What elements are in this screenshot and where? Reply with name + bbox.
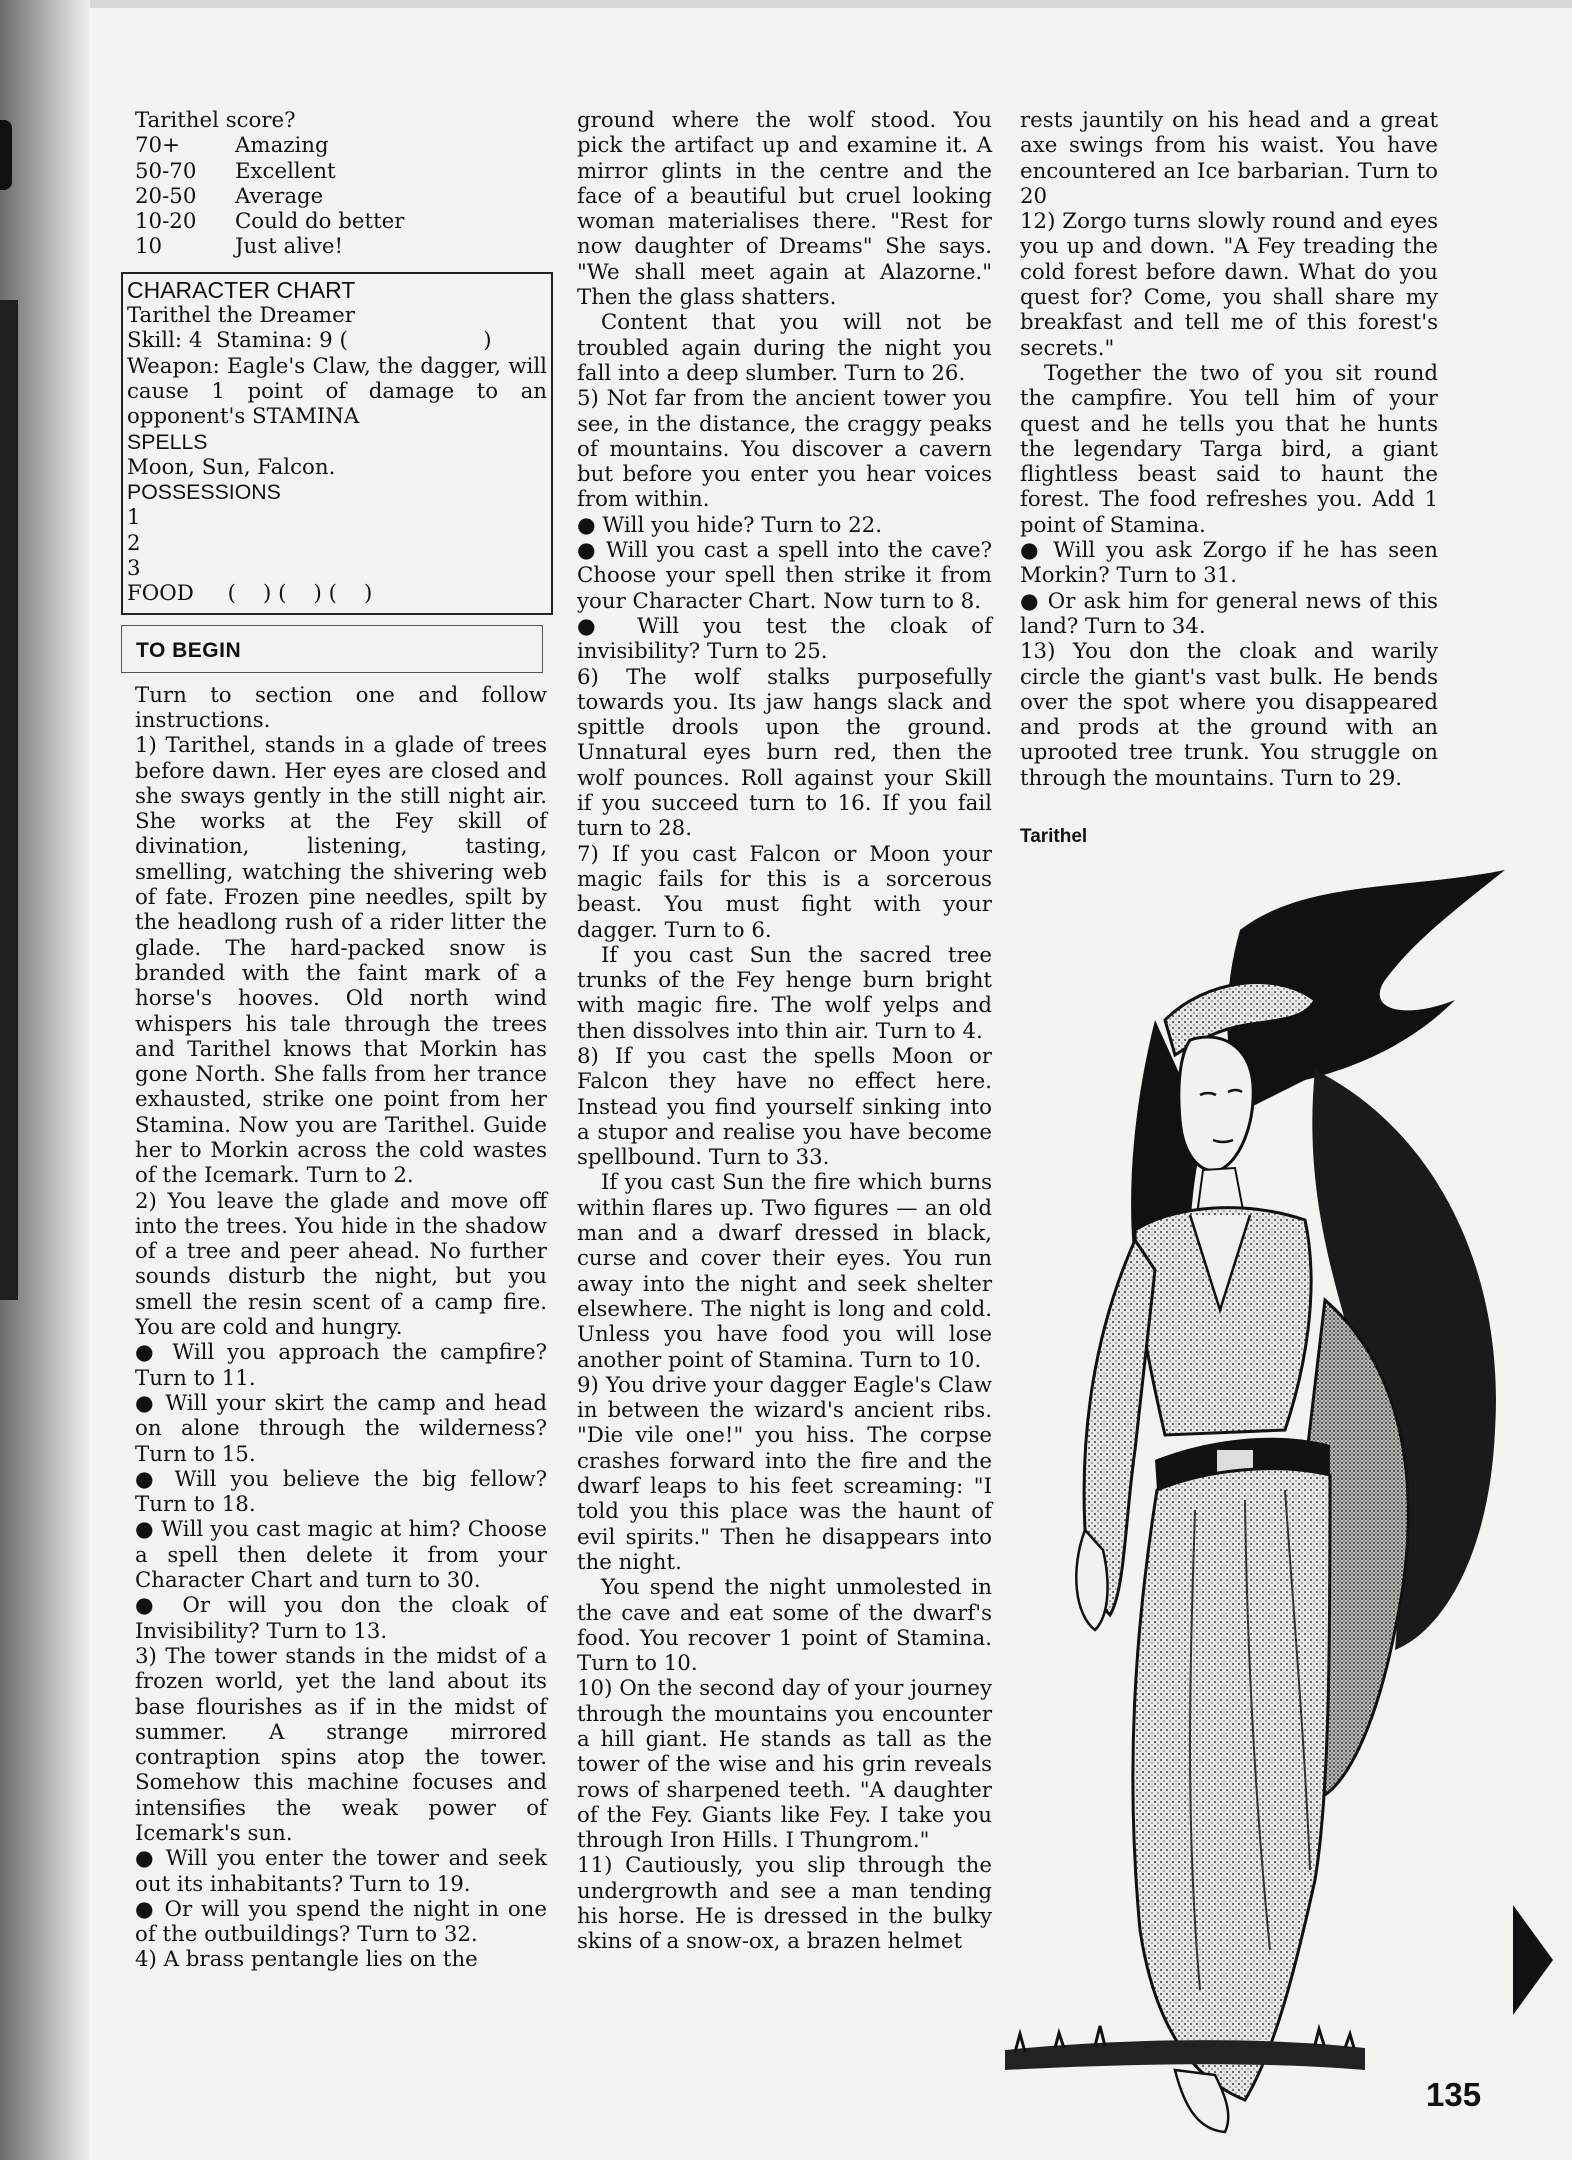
score-table bbox=[135, 133, 404, 259]
binding-dark-strip bbox=[0, 300, 18, 1300]
paragraph: 5) Not far from the ancient tower you see, in the distance, the craggy peaks of mountains. You discover a cavern but before you enter you hear voices from within. bbox=[577, 386, 992, 513]
paragraph: If you cast Sun the fire which burns within flares up. Two figures — an old man and a dwarf dressed in black, curse and cover their eyes. You run away into the night and seek shelter elsewhere. The night is long and cold. Unless you have food you will lose another point of Stamina. Turn to 10. bbox=[577, 1170, 992, 1373]
column-2 bbox=[577, 108, 992, 1955]
paragraph: ground where the wolf stood. You pick the artifact up and examine it. A mirror glints in the centre and the face of a beautiful but cruel looking woman materialises there. "Rest for now daughter of Dreams" She says. "We shall meet again at Alazorne." Then the glass shatters. bbox=[577, 108, 992, 311]
food-slots: ( ) ( ) ( ) bbox=[227, 581, 373, 607]
paragraph: 2) You leave the glade and move off into the trees. You hide in the shadow of a tree and peer ahead. No further sounds disturb the night, but you smell the resin scent of a camp fire. You are cold and hungry. bbox=[135, 1188, 547, 1341]
column-3 bbox=[1020, 108, 1438, 791]
character-stats: Skill: 4 Stamina: 9 ( ) bbox=[127, 328, 492, 354]
paragraph: 3) The tower stands in the midst of a frozen world, yet the land about its base flourishes as if in the midst of summer. A strange mirrored contraption spins atop the tower. Somehow this machine focuses and intensifies the weak power of Icemark's sun. bbox=[135, 1643, 547, 1846]
paragraph: ● Will you test the cloak of invisibility? Turn to 25. bbox=[577, 613, 992, 665]
column-2-text bbox=[577, 108, 992, 1955]
paragraph: 12) Zorgo turns slowly round and eyes you up and down. "A Fey treading the cold forest before dawn. What do you quest for? Come, you shall share my breakfast and tell me of this forest's secrets." bbox=[1020, 209, 1438, 361]
paragraph: 4) A brass pentangle lies on the bbox=[135, 1947, 478, 1973]
food-row bbox=[127, 581, 547, 606]
to-begin-heading: TO BEGIN bbox=[136, 638, 242, 662]
score-range: 10-20 bbox=[135, 209, 197, 235]
paragraph: ● Or will you spend the night in one of the outbuildings? Turn to 32. bbox=[135, 1896, 547, 1948]
paragraph: ● Or will you don the cloak of Invisibility? Turn to 13. bbox=[135, 1593, 547, 1644]
paragraph: ● Will you ask Zorgo if he has seen Morkin? Turn to 31. bbox=[1020, 538, 1438, 589]
tarithel-illustration bbox=[985, 870, 1530, 2160]
paragraph: 7) If you cast Falcon or Moon your magic fails for this is a sorcerous beast. You must fight with your dagger. Turn to 6. bbox=[577, 841, 992, 943]
paragraph: ● Will you enter the tower and seek out its inhabitants? Turn to 19. bbox=[135, 1846, 547, 1897]
paragraph: Turn to section one and follow instructions. bbox=[135, 682, 547, 733]
possession-slot: 2 bbox=[127, 530, 141, 556]
score-rating: Could do better bbox=[235, 209, 405, 235]
paragraph: 9) You drive your dagger Eagle's Claw in between the wizard's ancient ribs. "Die vile one!" you hiss. The corpse crashes forward into the fire and the dwarf leaps to his feet screaming: "I told you this place was the haunt of evil spirits." Then he disappears into the night. bbox=[577, 1372, 992, 1575]
score-range: 10 bbox=[135, 234, 163, 260]
possession-slot: 1 bbox=[127, 505, 141, 531]
paragraph: 11) Cautiously, you slip through the undergrowth and see a man tending his horse. He is dressed in the bulky skins of a snow-ox, a brazen helmet bbox=[577, 1853, 992, 1955]
paragraph: ● Or ask him for general news of this land? Turn to 34. bbox=[1020, 588, 1438, 639]
paragraph: 6) The wolf stalks purposefully towards you. Its jaw hangs slack and spittle drools upon the ground. Unnatural eyes burn red, then the wolf pounces. Roll against your Skill if you succeed turn to 16. If you fail turn to 28. bbox=[577, 664, 992, 842]
possessions-label: POSSESSIONS bbox=[127, 480, 281, 505]
score-row bbox=[135, 184, 404, 209]
score-range: 70+ bbox=[135, 133, 180, 159]
paragraph: You spend the night unmolested in the cave and eat some of the dwarf's food. You recover 1 point of Stamina. Turn to 10. bbox=[577, 1575, 992, 1677]
paragraph: rests jauntily on his head and a great axe swings from his waist. You have encountered an Ice barbarian. Turn to 20 bbox=[1020, 108, 1438, 209]
paragraph: 1) Tarithel, stands in a glade of trees before dawn. Her eyes are closed and she sways gently in the still night air. She works at the Fey skill of divination, listening, tasting, smelling, watching the shivering web of fate. Frozen pine needles, spilt by the headlong rush of a rider litter the glade. The hard-packed snow is branded with the faint mark of a horse's hooves. Old north wind whispers his tale through the trees and Tarithel knows that Morkin has gone North. She falls from her trance exhausted, strike one point from her Stamina. Now you are Tarithel. Guide her to Morkin across the cold wastes of the Icemark. Turn to 2. bbox=[135, 733, 547, 1189]
paragraph: ● Will you cast a spell into the cave? Choose your spell then strike it from your Character Chart. Now turn to 8. bbox=[577, 538, 992, 614]
possession-slots bbox=[127, 505, 547, 581]
character-chart-box bbox=[121, 272, 553, 615]
food-label: FOOD bbox=[127, 581, 194, 607]
character-name: Tarithel the Dreamer bbox=[127, 303, 355, 329]
spells-list: Moon, Sun, Falcon. bbox=[127, 454, 336, 480]
score-row bbox=[135, 133, 404, 158]
paragraph: ● Will you hide? Turn to 22. bbox=[577, 512, 882, 538]
paragraph: ● Will you cast magic at him? Choose a spell then delete it from your Character Chart and turn to 30. bbox=[135, 1517, 547, 1594]
score-rating: Average bbox=[235, 183, 324, 209]
paragraph: Content that you will not be troubled again during the night you fall into a deep slumber. Turn to 26. bbox=[577, 310, 992, 386]
top-edge bbox=[90, 0, 1572, 8]
paragraph: ● Will you believe the big fellow? Turn to 18. bbox=[135, 1466, 547, 1518]
column-1-text bbox=[135, 683, 547, 1973]
score-row bbox=[135, 234, 404, 259]
column-1 bbox=[127, 108, 547, 1973]
score-rating: Excellent bbox=[235, 158, 336, 184]
paragraph: 13) You don the cloak and warily circle the giant's vast bulk. He bends over the spot where you disappeared and prods at the ground with an uprooted tree trunk. You struggle on through the mountains. Turn to 29. bbox=[1020, 639, 1438, 791]
column-3-text bbox=[1020, 108, 1438, 791]
paragraph: ● Will you approach the campfire? Turn to 11. bbox=[135, 1340, 547, 1391]
to-begin-box bbox=[121, 625, 543, 673]
score-rating: Amazing bbox=[235, 133, 329, 159]
binding-edge-mark bbox=[0, 120, 12, 190]
paragraph: Together the two of you sit round the campfire. You tell him of your quest and he tells you that he hunts the legendary Targa bird, a giant flightless beast said to haunt the forest. The food refreshes you. Add 1 point of Stamina. bbox=[1020, 360, 1438, 538]
score-row bbox=[135, 209, 404, 234]
paragraph: 10) On the second day of your journey through the mountains you encounter a hill giant. He stands as tall as the tower of the wise and his grin reveals rows of sharpened teeth. "A daughter of the Fey. Giants like Fey. I take you through Iron Hills. I Thungrom." bbox=[577, 1676, 992, 1854]
score-range: 50-70 bbox=[135, 158, 197, 184]
spells-label: SPELLS bbox=[127, 429, 208, 454]
page-number: 135 bbox=[1426, 2076, 1482, 2113]
character-chart-title: CHARACTER CHART bbox=[127, 276, 356, 303]
paragraph: If you cast Sun the sacred tree trunks of the Fey henge burn bright with magic fire. The wolf yelps and then dissolves into thin air. Turn to 4. bbox=[577, 942, 992, 1044]
score-row bbox=[135, 159, 404, 184]
score-rating: Just alive! bbox=[235, 234, 344, 260]
paragraph: ● Will your skirt the camp and head on alone through the wilderness? Turn to 15. bbox=[135, 1390, 547, 1467]
illustration-caption: Tarithel bbox=[1020, 826, 1088, 847]
character-weapon: Weapon: Eagle's Claw, the dagger, will cause 1 point of damage to an opponent's STAMINA bbox=[127, 353, 547, 430]
paragraph: 8) If you cast the spells Moon or Falcon they have no effect here. Instead you find yourself sinking into a stupor and realise you have become spellbound. Turn to 33. bbox=[577, 1043, 992, 1171]
next-page-arrow-icon bbox=[1513, 1905, 1553, 2015]
score-heading: Tarithel score? bbox=[135, 108, 296, 133]
possession-slot: 3 bbox=[127, 556, 141, 582]
score-range: 20-50 bbox=[135, 183, 197, 209]
